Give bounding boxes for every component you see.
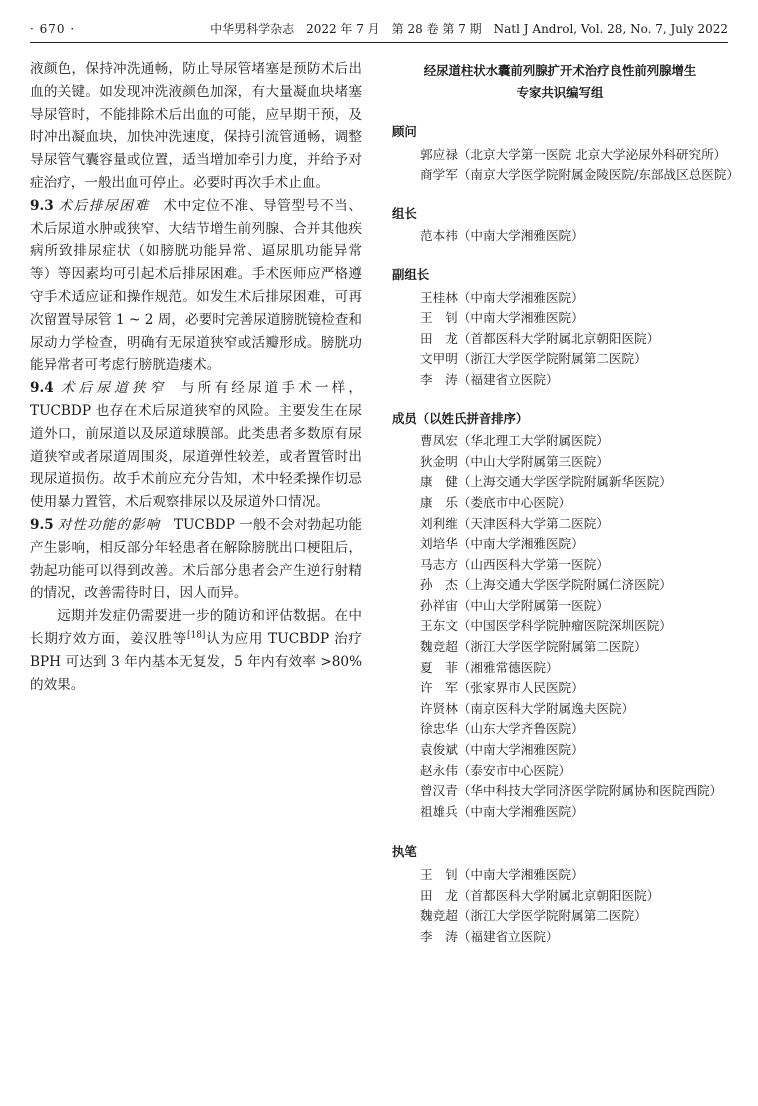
section-body: 术中定位不准、导管型号不当、术后尿道水肿或狭窄、大结节增生前列腺、合并其他疾病所致排尿症状（如膀胱功能异常、逼尿肌功能异常等）等因素均可引起术后排尿困难。手术医师应严格遵守手术适应证和操作规范。如发生术后排尿困难，可再次留置导尿管 1 ~ 2 周，必要时完善尿道膀胱镜检查和尿动力学检查，明确有无尿道狭窄或活瓣形成。膀胱功能异常者可考虑行膀胱造瘘术。	[30, 197, 363, 374]
list-item: 田 龙（首都医科大学附属北京朝阳医院）	[420, 887, 660, 903]
group-label: 成员（以姓氏拼音排序）	[392, 410, 529, 426]
list-item: 孙 杰（上海交通大学医学院附属仁济医院）	[420, 577, 672, 593]
list-item: 王东文（中国医学科学院肿瘤医院深圳医院）	[420, 618, 672, 634]
list-item: 孙祥宙（中山大学附属第一医院）	[420, 597, 609, 613]
list-item: 曹凤宏（华北理工大学附属医院）	[420, 433, 609, 449]
running-header	[30, 16, 728, 43]
section-9-3	[30, 195, 362, 377]
members-list	[392, 431, 728, 822]
writers-list	[392, 865, 728, 947]
advisors-group	[392, 122, 740, 186]
closing-text-b: 认为应用 TUCBDP 治疗 BPH 可达到 3 年内基本无复发，5 年内有效率 >80% 的效果。	[30, 630, 362, 693]
list-item: 王 钊（中南大学湘雅医院）	[420, 867, 584, 882]
list-item: 许贤林（南京医科大学附属逸夫医院）	[420, 700, 635, 716]
list-item: 王桂林（中南大学湘雅医院）	[420, 289, 584, 305]
section-9-4	[30, 377, 362, 514]
list-item: 王 钊（中南大学湘雅医院）	[420, 310, 584, 326]
section-9-5	[30, 514, 362, 605]
list-item: 狄金明（中山大学附属第三医院）	[420, 453, 609, 469]
leader-group	[392, 204, 728, 247]
section-number: 9.4	[30, 380, 54, 397]
list-item: 魏竞超（浙江大学医学院附属第二医院）	[420, 639, 647, 655]
section-number: 9.3	[30, 197, 54, 214]
list-item: 康 健（上海交通大学医学院附属新华医院）	[420, 474, 672, 490]
list-item: 祖雄兵（中南大学湘雅医院）	[420, 803, 584, 819]
right-column	[392, 60, 740, 965]
list-item: 刘利维（天津医科大学第二医院）	[420, 515, 609, 531]
list-item: 袁俊斌（中南大学湘雅医院）	[420, 742, 584, 758]
paragraph-continued: 液颜色，保持冲洗通畅，防止导尿管堵塞是预防术后出血的关键。如发现冲洗液颜色加深，有大量凝血块堵塞导尿管时，不能排除术后出血的可能，应早期干预，及时冲出凝血块，加快冲洗速度，保持引流管通畅，调整导尿管气囊容量或位置，适当增加牵引力度，并给予对症治疗，一般出血可停止。必要时再次手术止血。	[30, 61, 362, 191]
section-title: 术后排尿困难	[57, 197, 150, 214]
closing-paragraph	[30, 605, 362, 696]
group-label: 顾问	[392, 124, 417, 139]
consensus-group-title	[392, 60, 728, 104]
list-item: 康 乐（娄底市中心医院）	[420, 494, 572, 510]
closing-text-a: 远期并发症仍需要进一步的随访和评估数据。在中长期疗效方面，姜汉胜等	[30, 608, 362, 647]
list-item: 郭应禄（北京大学第一医院 北京大学泌尿外科研究所）	[420, 146, 727, 162]
page-number: · 670 ·	[30, 22, 76, 36]
advisors-list	[392, 145, 740, 186]
group-label: 副组长	[392, 266, 430, 282]
title-line-2: 专家共识编写组	[516, 85, 604, 100]
section-body: 与所有经尿道手术一样，TUCBDP 也存在术后尿道狭窄的风险。主要发生在尿道外口，前尿道以及尿道球膜部。此类患者多数原有尿道狭窄或者尿道周围炎，尿道弹性较差，或者置管时出现尿道损伤。故手术前应充分告知，术中轻柔操作切忌使用暴力置管，术后观察排尿以及尿道外口情况。	[30, 380, 363, 511]
list-item: 魏竞超（浙江大学医学院附属第二医院）	[420, 908, 647, 924]
section-title: 术后尿道狭窄	[57, 380, 168, 397]
journal-citation: 中华男科学杂志 2022 年 7 月 第 28 卷 第 7 期 Natl J Androl, Vol. 28, No. 7, July 2022	[210, 22, 728, 36]
list-item: 刘培华（中南大学湘雅医院）	[420, 536, 584, 552]
list-item: 曾汉青（华中科技大学同济医学院附属协和医院西院）	[420, 783, 723, 799]
section-number: 9.5	[30, 516, 54, 533]
group-label: 组长	[392, 205, 417, 221]
list-item: 李 涛（福建省立医院）	[420, 371, 559, 387]
title-line-1: 经尿道柱状水囊前列腺扩开术治疗良性前列腺增生	[423, 63, 697, 78]
list-item: 马志方（山西医科大学第一医院）	[420, 556, 609, 572]
members-group	[392, 409, 728, 823]
list-item: 商学军（南京大学医学院附属金陵医院/东部战区总医院）	[420, 167, 740, 183]
list-item: 田 龙（首都医科大学附属北京朝阳医院）	[420, 330, 660, 346]
list-item: 范本祎（中南大学湘雅医院）	[420, 228, 584, 244]
vice-leader-list	[392, 288, 728, 391]
list-item: 徐忠华（山东大学齐鲁医院）	[420, 721, 584, 737]
group-label: 执笔	[392, 844, 417, 860]
list-item: 文甲明（浙江大学医学院附属第二医院）	[420, 351, 647, 367]
leader-list	[392, 226, 728, 247]
vice-leader-group	[392, 265, 728, 391]
left-column	[30, 58, 362, 696]
list-item: 夏 菲（湘雅常德医院）	[420, 659, 559, 675]
list-item: 许 军（张家界市人民医院）	[420, 680, 584, 696]
section-body: TUCBDP 一般不会对勃起功能产生影响，相反部分年轻患者在解除膀胱出口梗阻后，勃起功能可以得到改善。术后部分患者会产生逆行射精的情况，改善需待时日，因人而异。	[30, 516, 363, 602]
section-title: 对性功能的影响	[57, 516, 161, 533]
reference-marker[interactable]: [18]	[186, 630, 206, 641]
list-item: 李 涛（福建省立医院）	[420, 928, 559, 944]
writers-group	[392, 842, 728, 947]
list-item: 赵永伟（泰安市中心医院）	[420, 762, 572, 778]
